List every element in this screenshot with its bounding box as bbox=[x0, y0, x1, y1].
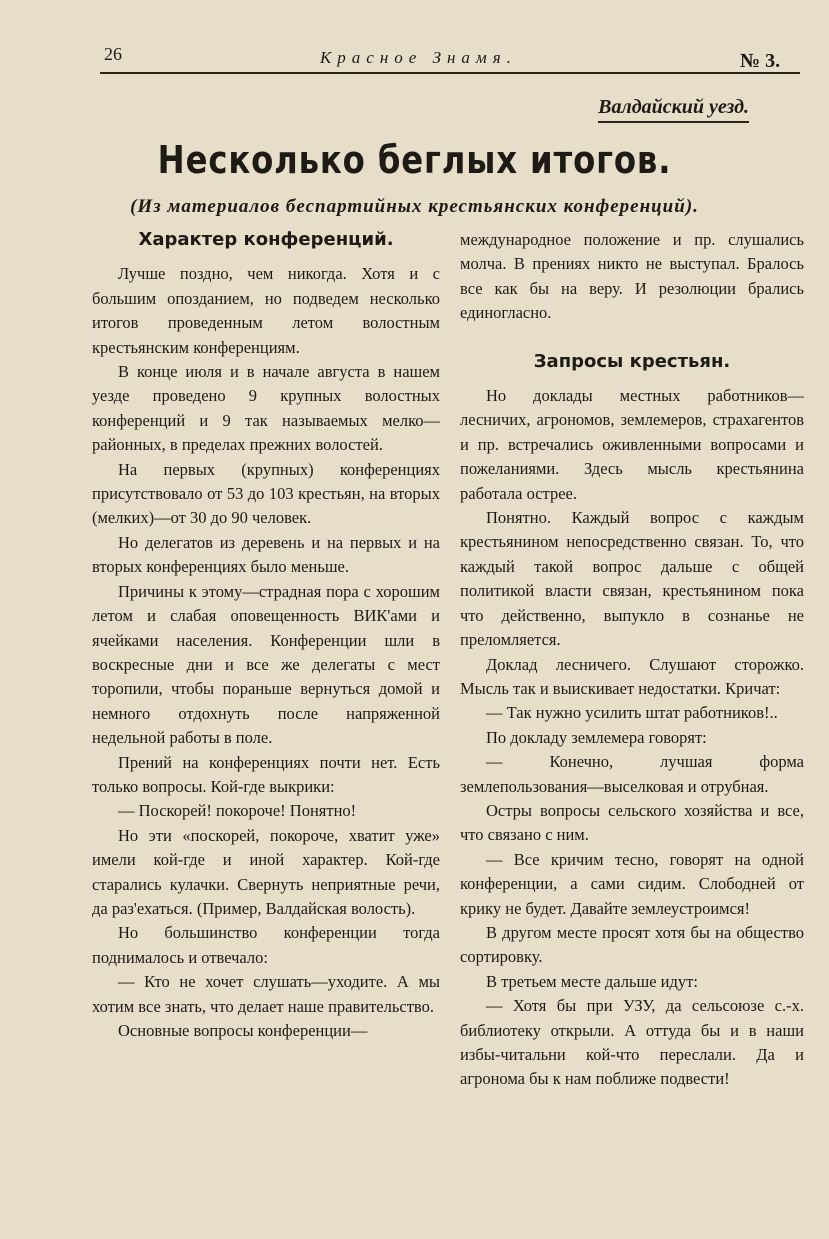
paragraph: На первых (крупных) конференциях присутствовало от 53 до 103 крестьян, на вторых (мелких)—от 30 до 90 человек. bbox=[92, 459, 440, 528]
paragraph: Причины к этому—страдная пора с хорошим летом и слабая оповещенность ВИК'ами и ячейками населения. Конференции шли в воскресные дни и все же делегаты с мест торопили, чтобы пораньше вернуться домой и немного отдохнуть после напряженной недельной работы в поле. bbox=[92, 581, 440, 748]
running-header bbox=[100, 40, 800, 80]
district-label: Валдайский уезд. bbox=[598, 96, 749, 123]
paragraph: Остры вопросы сельского хозяйства и все, что связано с ним. bbox=[460, 800, 804, 845]
paragraph: Но доклады местных работников—лесничих, агрономов, землемеров, страхагентов и пр. встречались оживленными вопросами и пожеланиями. Здесь мысль крестьянина работала острее. bbox=[460, 386, 804, 503]
paragraph: — Поскорей! покороче! Понятно! bbox=[118, 801, 357, 821]
paragraph: — Хотя бы при УЗУ, да сельсоюзе с.-х. библиотеку открыли. А оттуда бы и в наши избы-читальни кой-что переслали. Да и агронома бы к нам поближе подвести! bbox=[460, 996, 804, 1089]
right-column bbox=[460, 228, 804, 1092]
section-heading-requests: Запросы крестьян. bbox=[533, 350, 731, 372]
paragraph: В третьем месте дальше идут: bbox=[486, 971, 698, 991]
paragraph: Доклад лесничего. Слушают сторожко. Мысль так и выискивает недостатки. Кричат: bbox=[460, 654, 804, 698]
paragraph: — Так нужно усилить штат работников!.. bbox=[486, 703, 778, 723]
article-subtitle: (Из материалов беспартийных крестьянских конференций). bbox=[130, 196, 699, 217]
paragraph: Понятно. Каждый вопрос с каждым крестьянином непосредственно связан. То, что каждый такой вопрос дальше с общей политикой власти связан, крестьянином пока что действенно, выпукло в сознанье не преломляется. bbox=[460, 508, 804, 650]
paragraph: Прений на конференциях почти нет. Есть только вопросы. Кой-где выкрики: bbox=[92, 752, 440, 796]
paragraph: — Кто не хочет слушать—уходите. А мы хотим все знать, что делает наше правительство. bbox=[92, 972, 440, 1016]
paragraph: В другом месте просят хотя бы на общество сортировку. bbox=[460, 922, 804, 967]
paragraph: Но большинство конференции тогда поднималось и отвечало: bbox=[92, 923, 440, 967]
paragraph: — Все кричим тесно, говорят на одной конференции, а сами сидим. Слободней от крику не будет. Давайте землеустроимся! bbox=[460, 849, 804, 918]
page-number: 26 bbox=[104, 44, 122, 64]
paragraph: Но эти «поскорей, покороче, хватит уже» имели кой-где и иной характер. Кой-где старались кулачки. Свернуть неприятные речи, да раз'ехаться. (Пример, Валдайская волость). bbox=[92, 825, 440, 918]
issue-number: № 3. bbox=[740, 50, 781, 72]
left-column bbox=[92, 228, 440, 1043]
section-heading-conferences: Характер конференций. bbox=[138, 229, 394, 250]
paragraph: Лучше поздно, чем никогда. Хотя и с большим опозданием, но подведем несколько итогов проведенным летом волостным крестьянским конференциям. bbox=[92, 264, 440, 357]
journal-title: Красное Знамя. bbox=[320, 48, 517, 67]
header-divider bbox=[100, 72, 800, 74]
article-title: Несколько беглых итогов. bbox=[157, 138, 672, 182]
paragraph: По докладу землемера говорят: bbox=[486, 727, 707, 747]
paragraph: — Конечно, лучшая форма землепользования—выселковая и отрубная. bbox=[460, 752, 804, 796]
paragraph: Но делегатов из деревень и на первых и на вторых конференциях было меньше. bbox=[92, 532, 440, 577]
paragraph: В конце июля и в начале августа в нашем уезде проведено 9 крупных волостных конференций и 9 так называемых мелко—районных, в пределах прежних волостей. bbox=[92, 362, 440, 455]
paragraph-continuation: международное положение и пр. слушались молча. В прениях никто не выступал. Бралось все как бы на веру. И резолюции брались единогласно. bbox=[460, 230, 804, 323]
paragraph: Основные вопросы конференции— bbox=[118, 1021, 368, 1040]
